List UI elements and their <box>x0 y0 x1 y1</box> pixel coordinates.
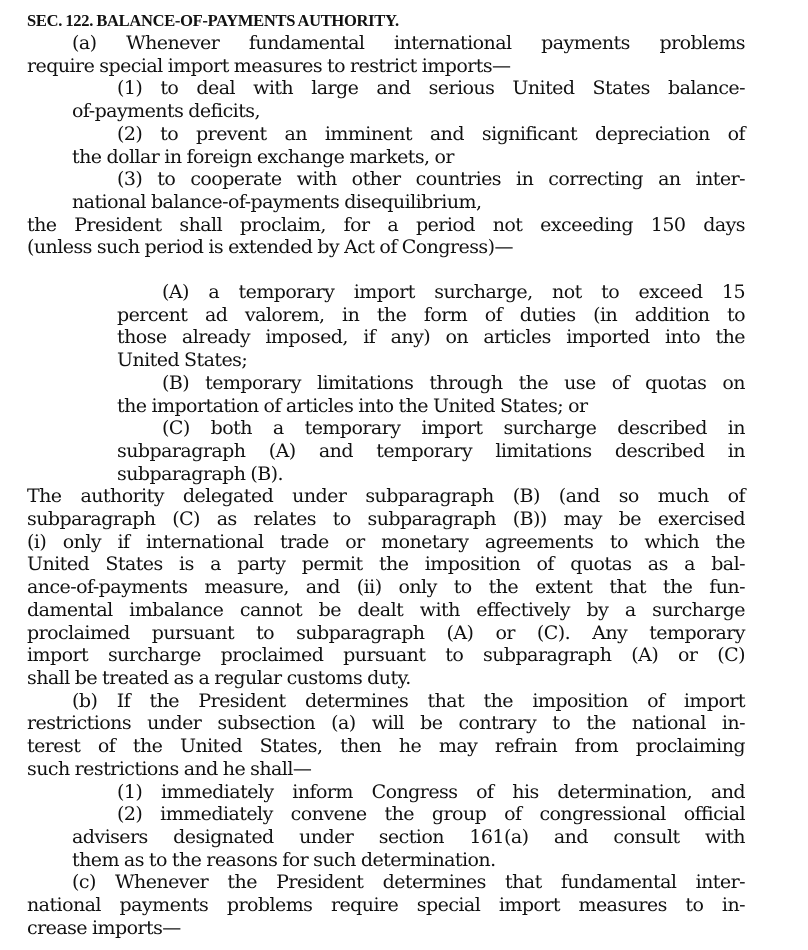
text-line: advisers designated under section 161(a) and consult with <box>72 825 745 848</box>
text-line: subparagraph (C) as relates to subparagraph (B)) may be exercised <box>27 508 745 531</box>
text-line: the President shall proclaim, for a period not exceeding 150 days <box>27 213 745 236</box>
section-body <box>27 32 745 939</box>
text-line: percent ad valorem, in the form of duties (in addition to <box>117 303 745 326</box>
text-line: (i) only if international trade or monetary agreements to which the <box>27 530 745 553</box>
text-line: (A) a temporary import surcharge, not to exceed 15 <box>162 281 745 304</box>
text-line: crease imports— <box>27 916 181 939</box>
text-line: (1) to deal with large and serious United States balance- <box>117 77 745 100</box>
text-line: the importation of articles into the United States; or <box>117 394 588 417</box>
text-line: import surcharge proclaimed pursuant to subparagraph (A) or (C) <box>27 644 745 667</box>
text-line: (a) Whenever fundamental international payments problems <box>72 32 745 54</box>
text-line: (2) immediately convene the group of congressional official <box>117 803 745 826</box>
text-line: ance-of-payments measure, and (ii) only to the extent that the fun- <box>27 576 745 599</box>
text-line: (b) If the President determines that the imposition of import <box>72 689 745 712</box>
text-line: national payments problems require special import measures to in- <box>27 894 745 917</box>
text-line: those already imposed, if any) on articles imported into the <box>117 326 745 349</box>
text-line: (c) Whenever the President determines that fundamental inter- <box>72 871 745 894</box>
text-line: the dollar in foreign exchange markets, or <box>72 145 454 168</box>
paragraph-gap <box>27 259 745 281</box>
text-line: national balance-of-payments disequilibrium, <box>72 190 482 213</box>
text-line: such restrictions and he shall— <box>27 757 312 780</box>
text-line: (1) immediately inform Congress of his determination, and <box>117 780 745 803</box>
text-line: shall be treated as a regular customs duty. <box>27 666 411 689</box>
text-line: proclaimed pursuant to subparagraph (A) or (C). Any temporary <box>27 621 745 644</box>
text-line: United States is a party permit the imposition of quotas as a bal- <box>27 553 745 576</box>
text-line: terest of the United States, then he may refrain from proclaiming <box>27 735 745 758</box>
text-line: restrictions under subsection (a) will be contrary to the national in- <box>27 712 745 735</box>
text-line: (3) to cooperate with other countries in correcting an inter- <box>117 168 745 191</box>
text-line: of-payments deficits, <box>72 100 260 123</box>
text-line: The authority delegated under subparagraph (B) (and so much of <box>27 485 745 508</box>
text-line: (B) temporary limitations through the use of quotas on <box>162 371 745 394</box>
text-line: subparagraph (A) and temporary limitations described in <box>117 439 745 462</box>
text-line: them as to the reasons for such determination. <box>72 848 496 871</box>
text-line: require special import measures to restrict imports— <box>27 54 511 77</box>
text-line: damental imbalance cannot be dealt with effectively by a surcharge <box>27 598 745 621</box>
text-line: (C) both a temporary import surcharge described in <box>162 417 745 440</box>
text-line: subparagraph (B). <box>117 462 284 485</box>
section-heading: SEC. 122. BALANCE-OF-PAYMENTS AUTHORITY. <box>27 11 399 30</box>
text-line: (unless such period is extended by Act of Congress)— <box>27 236 513 259</box>
text-line: (2) to prevent an imminent and significant depreciation of <box>117 122 745 145</box>
statute-document <box>27 10 745 939</box>
text-line: United States; <box>117 349 248 372</box>
